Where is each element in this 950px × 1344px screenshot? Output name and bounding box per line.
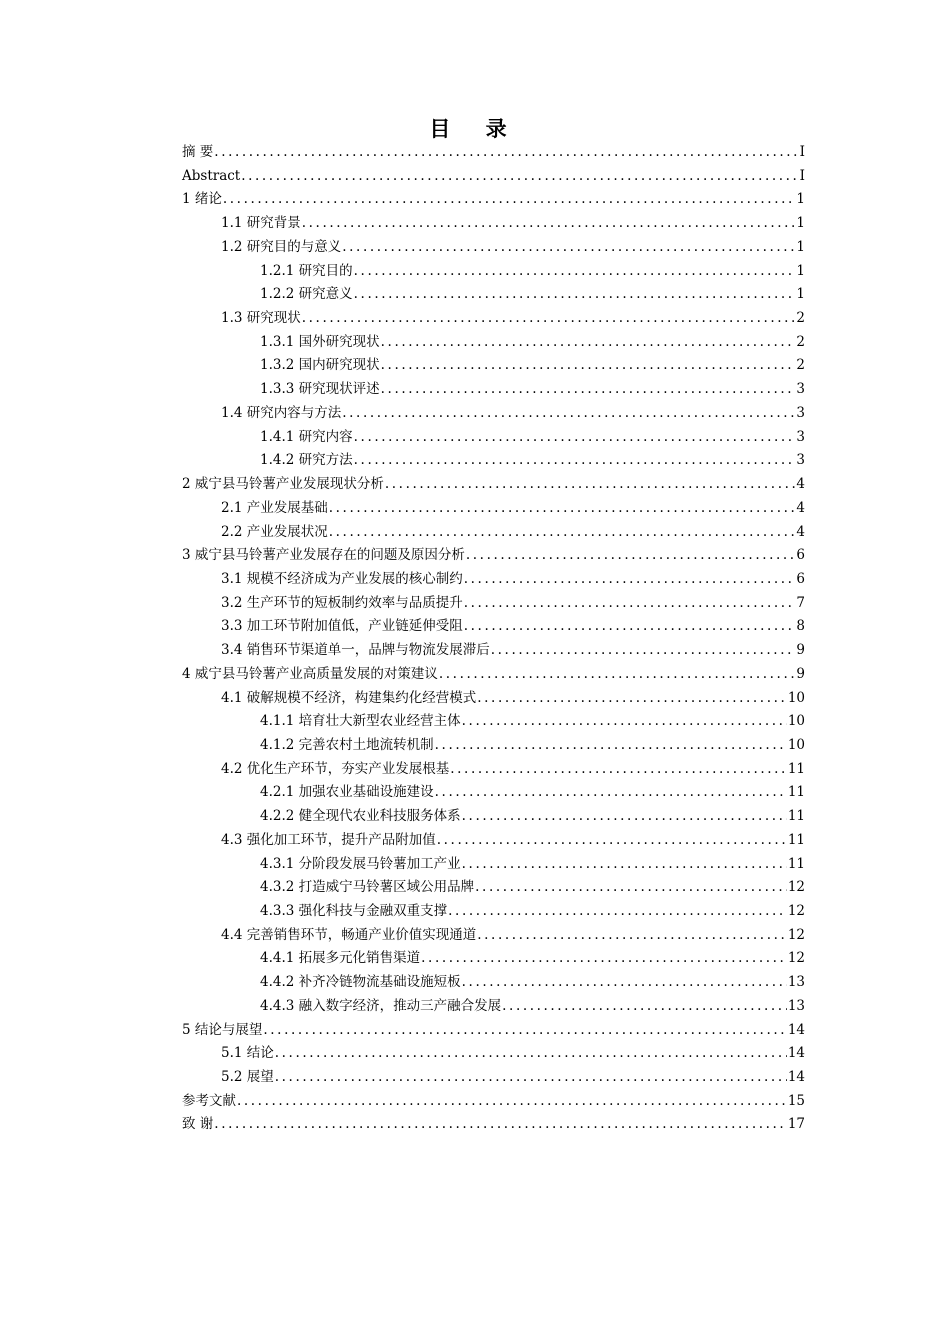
toc-dot-leader — [381, 378, 796, 402]
toc-entry-label: 参考文献 — [182, 1092, 236, 1109]
toc-entry-label: 4.2.1 加强农业基础设施建设 — [260, 784, 434, 801]
toc-entry-label: 2.2 产业发展状况 — [221, 523, 328, 540]
toc-dot-leader — [263, 1019, 786, 1043]
toc-entry-page: 14 — [787, 1045, 805, 1062]
toc-dot-leader — [502, 995, 787, 1019]
toc-entry-page: 17 — [787, 1116, 805, 1133]
toc-dot-leader — [462, 971, 787, 995]
toc-entry-label: 1.3.1 国外研究现状 — [260, 333, 380, 350]
toc-entry-page: 12 — [787, 926, 805, 943]
toc-entry-page: 12 — [787, 903, 805, 919]
toc-entry-label: 2.1 产业发展基础 — [221, 499, 328, 516]
toc-entry-label: 5.2 展望 — [221, 1069, 274, 1086]
toc-entry-page: 1 — [796, 238, 805, 255]
toc-entry-label: 3.1 规模不经济成为产业发展的核心制约 — [221, 570, 463, 587]
toc-entry[interactable] — [182, 141, 805, 165]
toc-entry[interactable] — [182, 260, 805, 284]
toc-entry[interactable] — [182, 283, 805, 307]
toc-dot-leader — [464, 592, 796, 616]
toc-entry[interactable] — [182, 354, 805, 378]
toc-dot-leader — [342, 236, 795, 260]
toc-entry-label: 4.2.2 健全现代农业科技服务体系 — [260, 808, 461, 825]
toc-entry-page: I — [799, 144, 805, 160]
toc-dot-leader — [462, 710, 787, 734]
toc-entry-label: 1.3.3 研究现状评述 — [260, 381, 380, 398]
toc-entry-page: 8 — [796, 618, 805, 635]
toc-entry-page: 10 — [787, 736, 805, 753]
toc-entry[interactable] — [182, 307, 805, 331]
toc-dot-leader — [214, 141, 798, 165]
toc-entry-page: 9 — [796, 665, 805, 682]
toc-dot-leader — [466, 544, 796, 568]
toc-entry-page: 11 — [787, 784, 805, 801]
toc-dot-leader — [354, 426, 796, 450]
toc-entry-page: 3 — [796, 381, 805, 398]
toc-entry-label: 4 威宁县马铃薯产业高质量发展的对策建议 — [182, 665, 438, 682]
toc-dot-leader — [354, 283, 796, 307]
toc-entry-label: 4.3.1 分阶段发展马铃薯加工产业 — [260, 855, 461, 872]
toc-dot-leader — [385, 473, 796, 497]
toc-dot-leader — [464, 615, 796, 639]
toc-entry-label: 4.4 完善销售环节，畅通产业价值实现通道 — [221, 926, 477, 943]
toc-entry-label: 5 结论与展望 — [182, 1021, 263, 1038]
toc-dot-leader — [437, 829, 787, 853]
toc-entry[interactable] — [182, 995, 805, 1019]
toc-entry-label: 摘 要 — [182, 144, 214, 160]
toc-dot-leader — [381, 354, 796, 378]
toc-dot-leader — [435, 734, 787, 758]
toc-entry[interactable] — [182, 947, 805, 971]
toc-entry-page: 10 — [787, 713, 805, 730]
toc-entry-label: 4.3.2 打造威宁马铃薯区域公用品牌 — [260, 879, 475, 896]
toc-entry-label: 致 谢 — [182, 1116, 214, 1133]
toc-entry-page: 13 — [787, 974, 805, 991]
toc-entry[interactable] — [182, 829, 805, 853]
toc-entry[interactable] — [182, 663, 805, 687]
toc-entry[interactable] — [182, 1090, 805, 1114]
toc-entry[interactable] — [182, 568, 805, 592]
toc-entry[interactable] — [182, 188, 805, 212]
toc-entry-label: 5.1 结论 — [221, 1045, 274, 1062]
toc-dot-leader — [275, 1042, 787, 1066]
toc-entry[interactable] — [182, 734, 805, 758]
toc-entry-label: 4.4.1 拓展多元化销售渠道 — [260, 950, 421, 967]
toc-entry-page: 14 — [787, 1021, 805, 1038]
toc-entry-page: 9 — [796, 642, 805, 659]
toc-entry-label: 1.3.2 国内研究现状 — [260, 357, 380, 374]
toc-dot-leader — [329, 497, 796, 521]
toc-entry-page: I — [799, 167, 805, 184]
toc-entry[interactable] — [182, 1066, 805, 1090]
toc-entry-label: 4.1.2 完善农村土地流转机制 — [260, 736, 434, 753]
toc-entry-label: 1.4 研究内容与方法 — [221, 404, 342, 421]
toc-entry[interactable] — [182, 687, 805, 711]
toc-dot-leader — [491, 639, 796, 663]
toc-dot-leader — [354, 449, 796, 473]
toc-entry[interactable] — [182, 473, 805, 497]
toc-entry[interactable] — [182, 805, 805, 829]
toc-dot-leader — [302, 307, 796, 331]
toc-entry-page: 11 — [787, 831, 805, 848]
table-of-contents — [182, 141, 805, 1137]
toc-entry-label: 1 绪论 — [182, 191, 222, 208]
toc-entry[interactable] — [182, 1019, 805, 1043]
toc-entry[interactable] — [182, 497, 805, 521]
toc-entry-page: 2 — [796, 310, 805, 327]
toc-entry-page: 12 — [787, 879, 805, 896]
toc-entry-page: 10 — [787, 689, 805, 706]
toc-entry-label: 4.4.2 补齐冷链物流基础设施短板 — [260, 974, 461, 991]
toc-dot-leader — [237, 1090, 787, 1114]
toc-dot-leader — [435, 781, 787, 805]
toc-entry-label: 1.2.1 研究目的 — [260, 262, 353, 279]
toc-entry[interactable] — [182, 781, 805, 805]
toc-entry-label: 1.2 研究目的与意义 — [221, 238, 342, 255]
toc-entry[interactable] — [182, 212, 805, 236]
toc-entry[interactable] — [182, 615, 805, 639]
toc-entry[interactable] — [182, 1113, 805, 1137]
toc-dot-leader — [354, 260, 796, 284]
toc-entry-page: 1 — [796, 262, 805, 279]
toc-dot-leader — [381, 331, 796, 355]
toc-entry-label: 4.1.1 培育壮大新型农业经营主体 — [260, 713, 461, 730]
toc-entry-label: 1.2.2 研究意义 — [260, 286, 353, 303]
toc-dot-leader — [275, 1066, 787, 1090]
toc-dot-leader — [223, 188, 796, 212]
toc-entry-page: 12 — [787, 950, 805, 967]
toc-entry[interactable] — [182, 236, 805, 260]
toc-dot-leader — [462, 805, 787, 829]
toc-entry[interactable] — [182, 449, 805, 473]
toc-entry[interactable] — [182, 378, 805, 402]
toc-entry-page: 4 — [796, 499, 805, 516]
page-title: 目 录 — [429, 117, 521, 141]
toc-entry[interactable] — [182, 900, 805, 924]
toc-entry-label: 3.2 生产环节的短板制约效率与品质提升 — [221, 594, 463, 611]
toc-entry-page: 2 — [796, 357, 805, 374]
toc-dot-leader — [477, 924, 787, 948]
toc-entry-label: Abstract — [182, 167, 241, 184]
toc-entry[interactable] — [182, 544, 805, 568]
toc-entry[interactable] — [182, 426, 805, 450]
toc-entry-page: 15 — [787, 1092, 805, 1109]
toc-dot-leader — [475, 876, 787, 900]
toc-dot-leader — [214, 1113, 787, 1137]
toc-entry[interactable] — [182, 165, 805, 189]
toc-entry-page: 2 — [796, 333, 805, 350]
toc-entry-label: 3.4 销售环节渠道单一，品牌与物流发展滞后 — [221, 642, 490, 659]
toc-entry-page: 11 — [787, 760, 805, 777]
toc-entry-page: 4 — [796, 476, 805, 493]
toc-dot-leader — [329, 521, 796, 545]
toc-entry[interactable] — [182, 331, 805, 355]
toc-dot-leader — [439, 663, 796, 687]
toc-entry-label: 1.3 研究现状 — [221, 310, 301, 327]
toc-dot-leader — [302, 212, 796, 236]
toc-entry-page: 13 — [787, 997, 805, 1014]
toc-entry-page: 14 — [787, 1069, 805, 1086]
toc-entry-page: 4 — [796, 523, 805, 540]
toc-entry[interactable] — [182, 971, 805, 995]
toc-entry-label: 1.1 研究背景 — [221, 215, 301, 232]
toc-entry-page: 1 — [796, 191, 805, 208]
toc-entry[interactable] — [182, 592, 805, 616]
toc-entry[interactable] — [182, 758, 805, 782]
toc-entry-page: 3 — [796, 404, 805, 421]
toc-entry-page: 3 — [796, 452, 805, 469]
toc-dot-leader — [421, 947, 787, 971]
toc-entry-page: 1 — [796, 215, 805, 232]
toc-entry[interactable] — [182, 521, 805, 545]
toc-entry-label: 4.3.3 强化科技与金融双重支撑 — [260, 903, 448, 919]
toc-entry-label: 4.2 优化生产环节，夯实产业发展根基 — [221, 760, 450, 777]
toc-entry-label: 3.3 加工环节附加值低，产业链延伸受阻 — [221, 618, 463, 635]
toc-entry-label: 4.3 强化加工环节，提升产品附加值 — [221, 831, 436, 848]
toc-entry[interactable] — [182, 853, 805, 877]
toc-entry-page: 6 — [796, 570, 805, 587]
toc-entry[interactable] — [182, 639, 805, 663]
toc-dot-leader — [241, 165, 798, 189]
toc-entry-label: 1.4.2 研究方法 — [260, 452, 353, 469]
toc-dot-leader — [462, 853, 787, 877]
toc-entry[interactable] — [182, 402, 805, 426]
toc-entry-page: 11 — [787, 808, 805, 825]
toc-entry-label: 1.4.1 研究内容 — [260, 428, 353, 445]
toc-entry-page: 1 — [796, 286, 805, 303]
toc-dot-leader — [450, 758, 787, 782]
toc-entry-page: 11 — [787, 855, 805, 872]
toc-entry[interactable] — [182, 876, 805, 900]
toc-entry-label: 2 威宁县马铃薯产业发展现状分析 — [182, 476, 384, 493]
toc-dot-leader — [477, 687, 787, 711]
toc-dot-leader — [342, 402, 795, 426]
toc-entry-page: 3 — [796, 428, 805, 445]
toc-dot-leader — [448, 900, 787, 924]
toc-entry[interactable] — [182, 1042, 805, 1066]
toc-entry-label: 4.4.3 融入数字经济，推动三产融合发展 — [260, 997, 502, 1014]
toc-entry-label: 4.1 破解规模不经济，构建集约化经营模式 — [221, 689, 477, 706]
toc-entry-label: 3 威宁县马铃薯产业发展存在的问题及原因分析 — [182, 547, 465, 564]
toc-entry-page: 7 — [796, 594, 805, 611]
toc-entry[interactable] — [182, 924, 805, 948]
toc-entry-page: 6 — [796, 547, 805, 564]
toc-dot-leader — [464, 568, 796, 592]
toc-entry[interactable] — [182, 710, 805, 734]
